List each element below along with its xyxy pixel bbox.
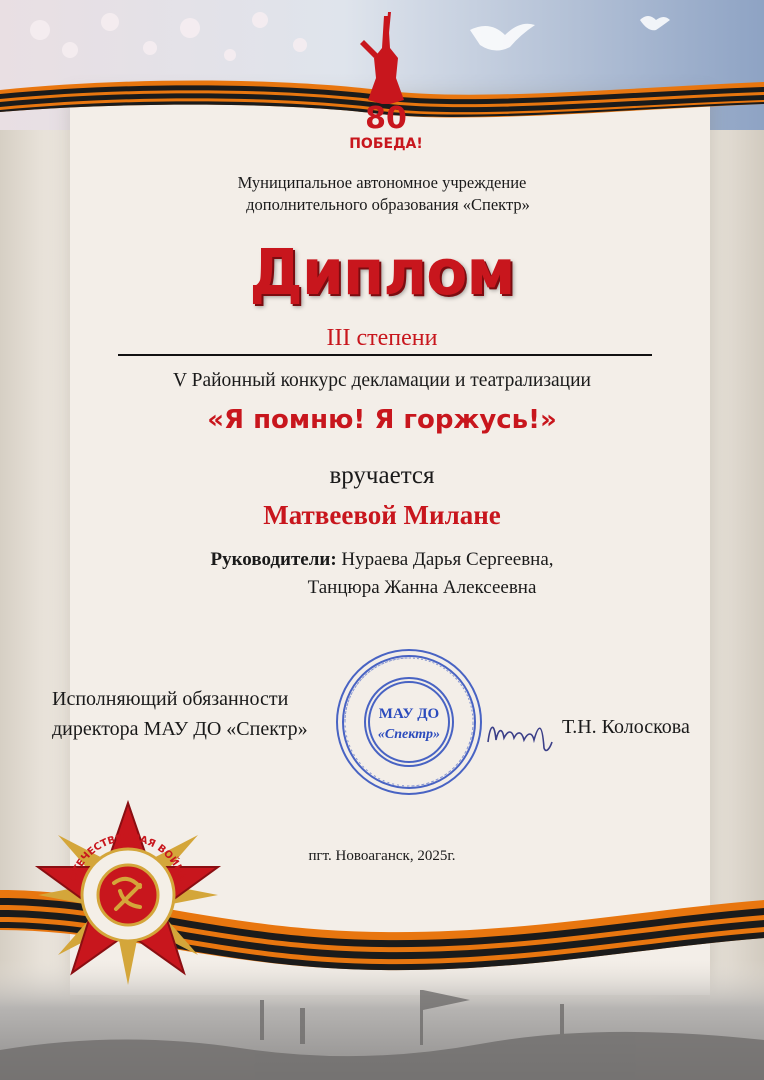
leader-1: Нураева Дарья Сергеевна, <box>336 549 554 570</box>
org-line-2: дополнительного образования «Спектр» <box>246 195 530 214</box>
recipient-name: Матвеевой Милане <box>263 500 501 530</box>
acting-line-2: директора МАУ ДО «Спектр» <box>52 718 308 740</box>
emblem-number: 80 <box>365 101 407 136</box>
acting-line-1: Исполняющий обязанности <box>52 688 289 710</box>
stamp-center-line-1: МАУ ДО <box>378 706 440 722</box>
order-ring-text: ОТЕЧЕСТВЕННАЯ ВОЙНА <box>67 832 188 883</box>
leader-2: Танцюра Жанна Алексеевна <box>307 577 537 598</box>
diploma-title: Диплом <box>249 236 515 310</box>
place-and-date: пгт. Новоаганск, 2025г. <box>308 848 456 864</box>
director-signature <box>484 712 554 756</box>
victory-80-emblem <box>338 8 434 158</box>
diploma-degree: III степени <box>326 325 438 351</box>
organization-name <box>0 172 764 216</box>
stamp-center-line-2: «Спектр» <box>377 727 441 742</box>
contest-name: V Районный конкурс декламации и театрализации <box>173 370 591 391</box>
official-stamp <box>333 646 485 798</box>
org-line-1: Муниципальное автономное учреждение <box>237 173 527 192</box>
divider-line <box>118 354 652 356</box>
awarded-text: вручается <box>329 462 435 489</box>
director-name: Т.Н. Колоскова <box>562 716 690 738</box>
patriotic-war-order-icon <box>28 795 228 995</box>
acting-director-title <box>52 684 308 744</box>
leaders-label: Руководители: <box>210 549 337 570</box>
contest-slogan: «Я помню! Я горжусь!» <box>207 405 557 435</box>
emblem-caption: ПОБЕДА! <box>349 136 423 152</box>
leaders-block <box>0 546 764 602</box>
